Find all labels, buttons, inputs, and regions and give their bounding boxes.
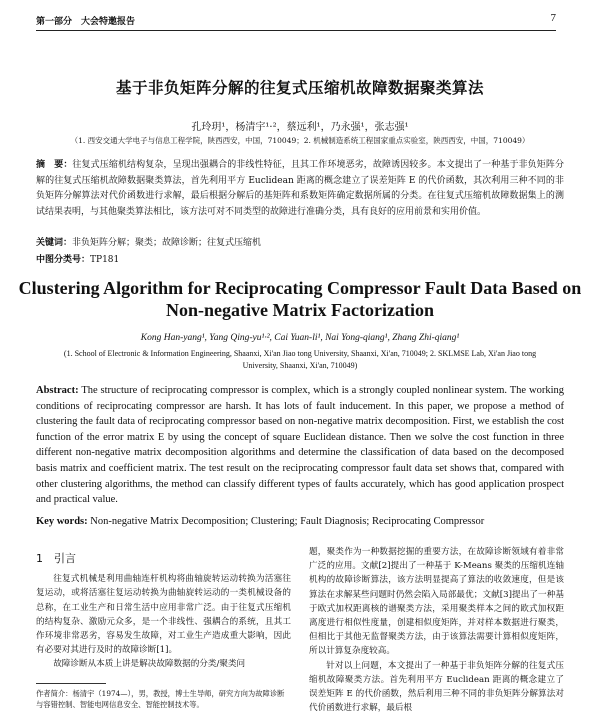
english-affiliation: (1. School of Electronic & Information Engineering, Shaanxi, Xi'an Jiao tong University, Shaanxi, Xi'an, 710049; 2. SKLMSE Lab, Xi'an Jiao tong University, Shaanxi, Xi'an, 710049)	[63, 349, 537, 370]
classification-value: TP181	[90, 255, 120, 265]
english-authors: Kong Han-yang¹, Yang Qing-yu¹·², Cai Yuan-li¹, Nai Yong-qiang¹, Zhang Zhi-qiang¹	[140, 333, 460, 343]
chinese-abstract-label: 摘 要：	[36, 160, 73, 170]
right-column	[309, 545, 564, 715]
intro-paragraph-2: 故障诊断从本质上讲是解决故障数据的分类/聚类问	[53, 659, 246, 670]
header-rule	[36, 30, 556, 31]
english-title-line2: Non-negative Matrix Factorization	[166, 300, 434, 320]
section-heading-introduction: 1 引言	[36, 552, 76, 565]
running-header	[36, 14, 556, 28]
chinese-abstract	[36, 158, 564, 220]
intro-paragraph-4: 针对以上问题，本文提出了一种基于非负矩阵分解的往复式压缩机故障聚类方法。首先利用平方 Euclidean 距离的概念建立了误差矩阵 E 的代价函数，然后利用三种不同的非负矩阵分解算法对代价函数进行求解，最后根	[309, 660, 564, 714]
english-abstract-label: Abstract:	[36, 385, 79, 396]
chinese-title: 基于非负矩阵分解的往复式压缩机故障数据聚类算法	[115, 79, 484, 97]
chinese-keywords-label: 关键词：	[36, 238, 73, 248]
chinese-abstract-text: 往复式压缩机结构复杂，呈现出强耦合的非线性特征，且其工作环境恶劣，故障诱因较多。本文提出了一种基于非负矩阵分解的往复式压缩机故障数据聚类算法，首先利用平方 Euclidean 距离的概念建立了误差矩阵 E 的代价函数，其次利用三种不同的非负矩阵分解算法对代价函数进行求解，最后根据分解后的基矩阵和系数矩阵确定数据所属的分类。在往复式压缩机故障数据集上的测试结果表明，与其他聚类算法相比，该方法可对不同类型的故障进行准确分类，具有良好的应用前景和实用价值。	[36, 160, 564, 217]
english-title-line1: Clustering Algorithm for Reciprocating Compressor Fault Data Based on	[18, 278, 582, 298]
chinese-keywords-text: 非负矩阵分解；聚类；故障诊断；往复式压缩机	[72, 238, 262, 248]
chinese-affiliation: （1. 西安交通大学电子与信息工程学院，陕西西安，中国，710049；2. 机械制造系统工程国家重点实验室，陕西西安，中国，710049）	[70, 136, 530, 145]
english-title	[0, 277, 600, 321]
classification-label: 中图分类号：	[36, 255, 91, 265]
chinese-authors: 孔玲玥¹，杨清宇¹·²，蔡远利¹，乃永强¹，张志强¹	[191, 122, 409, 133]
left-column	[36, 552, 291, 672]
english-abstract	[36, 383, 564, 508]
page-number: 7	[550, 12, 556, 24]
english-abstract-text: The structure of reciprocating compressor is complex, which is a strongly coupled nonlinear system. The working conditions of reciprocating compressor are harsh. It has lots of fault inducement. In this paper, we propose a method of clustering the fault data of reciprocating compressor based on non-negative matrix decomposition. First, we establish the cost function of the error matrix E by using the concept of square Euclidean distance. Then we solve the cost function in three different non-negative matrix decomposition algorithms and determine the classification of data based on the decomposed basis matrix and coefficient matrix. The test result on the reciprocating compressor fault data set shows that, compared with other clustering algorithms, the method can classify different types of faults accurately, which has good application prospect and practical value.	[36, 385, 565, 506]
author-footnote: 作者简介：杨清宇（1974—），男，教授，博士生导师，研究方向为故障诊断与容错控制、智能电网信息安全、智能控制技术等。	[36, 689, 285, 709]
footnote-rule	[36, 683, 106, 684]
english-keywords	[36, 516, 564, 527]
header-section-label: 第一部分 大会特邀报告	[36, 17, 136, 27]
english-keywords-label: Key words:	[36, 516, 88, 527]
classification-number	[36, 252, 119, 265]
chinese-keywords	[36, 236, 564, 251]
intro-paragraph-1: 往复式机械是利用曲轴连杆机构将曲轴旋转运动转换为活塞往复运动，或将活塞往复运动转换为曲轴旋转运动的一类机械设备的总称，在工业生产和日常生活中应用非常广泛。由于往复式压缩机的结构复杂、激励元众多，是一个非线性、强耦合的系统，且其工作环境非常恶劣，容易发生故障，对工业生产造成重大影响，因此有必要对其进行及时的故障诊断[1]。	[36, 574, 291, 656]
intro-paragraph-3: 题，聚类作为一种数据挖掘的重要方法，在故障诊断领域有着非常广泛的应用。文献[2]提出了一种基于 K-Means 聚类的压缩机连轴机构的故障诊断算法，该方法明显提高了算法的收敛速度，但是该算法在求解某些问题时仍然会陷入局部最优；文献[3]提出了一种基于欧式加权距离核的谱聚类方法，采用聚类样本之间的欧式加权距离度进行相似性度量，创建相似度矩阵，并对样本数据进行聚类，但相比于其他无监督聚类方法，由于该算法需要计算相似度矩阵，所以计算复杂度较高。	[309, 547, 564, 657]
english-keywords-text: Non-negative Matrix Decomposition; Clustering; Fault Diagnosis; Reciprocating Compressor	[90, 516, 485, 527]
